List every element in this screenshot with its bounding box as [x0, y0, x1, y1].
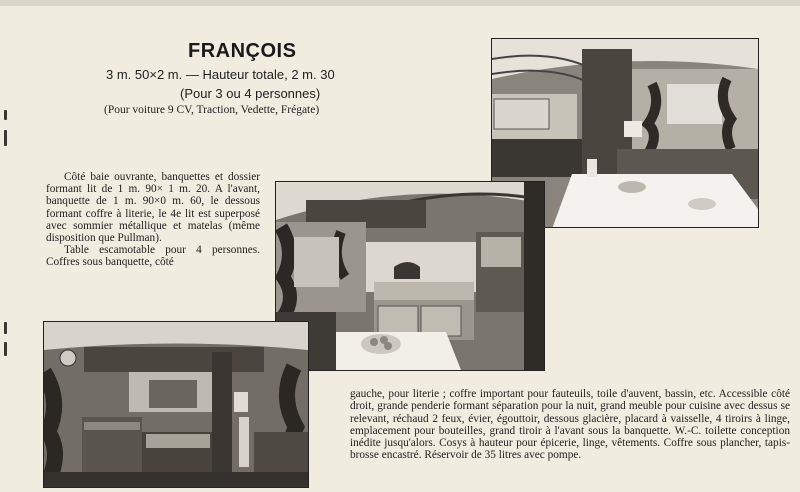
description-column: [46, 171, 260, 269]
description-continuation: [350, 388, 790, 462]
description-paragraph: gauche, pour literie ; coffre important pour fauteuils, toile d'auvent, bassin, etc. Accessible côté droit, grande penderie formant séparation pour la nuit, grand meuble pour cuisine avec dessus se relevant, réchaud 2 feux, évier, égouttoir, dessous glacière, placard à vaisselle, 4 tiroirs à linge, emplacement pour bouteilles, grand tiroir à l'avant sous la banquette. W.-C. toilette conception inédite jusqu'alors. Cosys à hauteur pour épicerie, linge, vêtements. Coffre sous plancher, tapis-brosse encastré. Réservoir de 35 litres avec pompe.: [350, 388, 790, 462]
vehicles-line: (Pour voiture 9 CV, Traction, Vedette, Frégate): [104, 104, 320, 116]
binder-hole: [0, 320, 10, 360]
binder-hole: [0, 108, 10, 148]
page-edge: [0, 0, 800, 6]
interior-photo-front: [44, 322, 308, 487]
dimensions-line: 3 m. 50×2 m. — Hauteur totale, 2 m. 30: [106, 67, 335, 82]
interior-photo-kitchen: [276, 182, 544, 370]
description-paragraph: Côté baie ouvrante, banquettes et dossier formant lit de 1 m. 90× 1 m. 20. A l'avant, banquette de 1 m. 90×0 m. 60, le dessous formant coffre à literie, le 4e lit est superposé avec sommier métallique et matelas (même disposition que Pullman).: [46, 171, 260, 245]
capacity-line: (Pour 3 ou 4 personnes): [180, 86, 321, 101]
description-paragraph: Table escamotable pour 4 personnes. Coffres sous banquette, côté: [46, 244, 260, 269]
page-title: FRANÇOIS: [188, 40, 297, 62]
